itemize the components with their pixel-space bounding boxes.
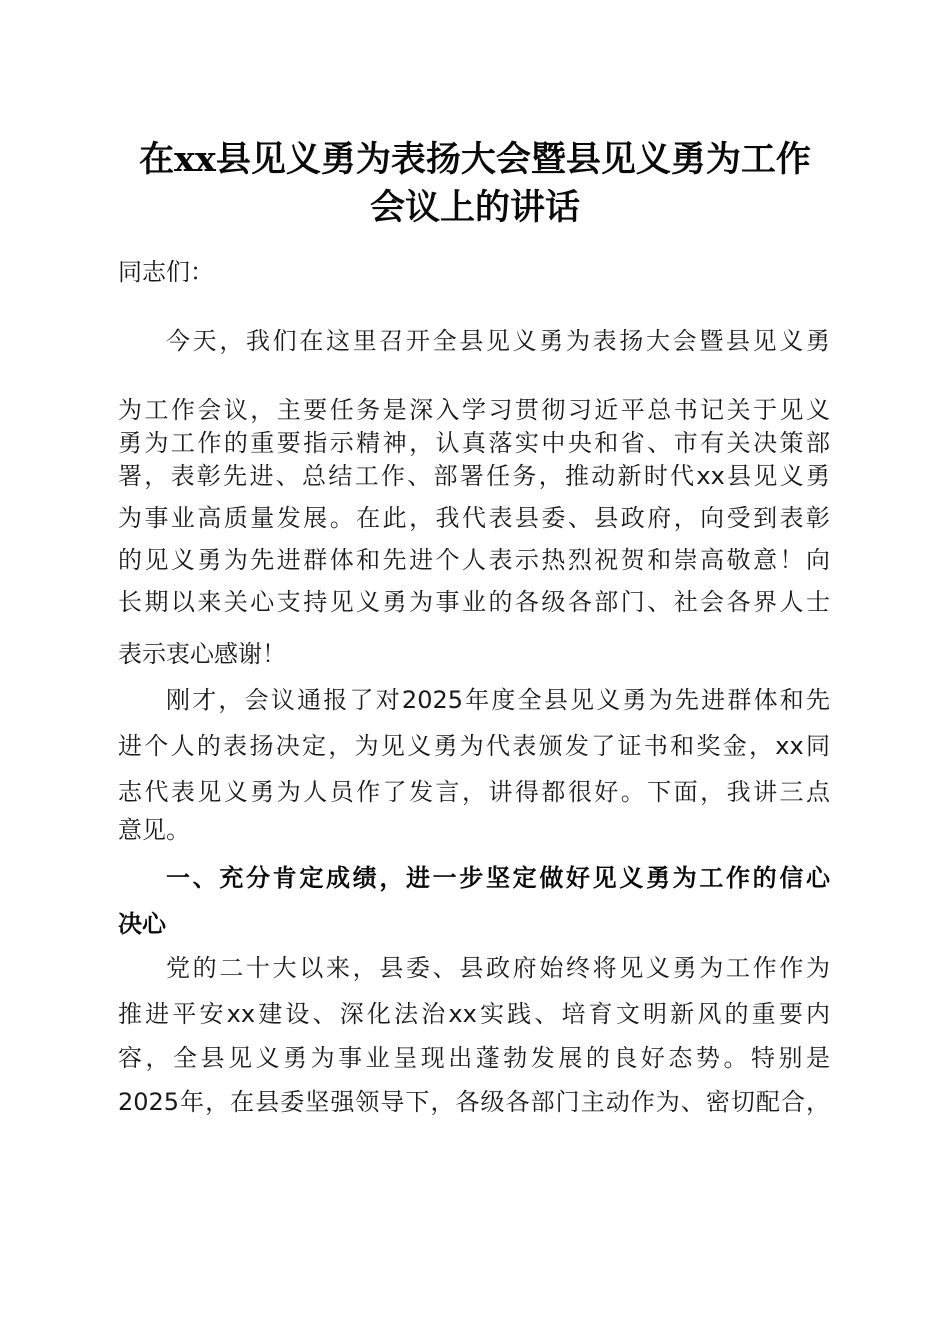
paragraph-line: 刚才，会议通报了对2025年度全县见义勇为先进群体和先	[166, 686, 830, 714]
section-heading-line: 决心	[118, 910, 166, 938]
paragraph-line: 长期以来关心支持见义勇为事业的各级各部门、社会各界人士	[118, 588, 830, 616]
document-title-line-1: 在xx县见义勇为表扬大会暨县见义勇为工作	[139, 139, 811, 180]
paragraph-line: 推进平安xx建设、深化法治xx实践、培育文明新风的重要内	[118, 1000, 830, 1028]
salutation: 同志们：	[118, 258, 214, 286]
paragraph-line: 今天，我们在这里召开全县见义勇为表扬大会暨县见义勇	[166, 327, 830, 355]
paragraph-line: 为工作会议，主要任务是深入学习贯彻习近平总书记关于见义	[118, 396, 830, 424]
paragraph-line: 的见义勇为先进群体和先进个人表示热烈祝贺和崇高敬意！向	[118, 546, 830, 574]
document-title-line-2: 会议上的讲话	[369, 187, 580, 228]
paragraph-line: 意见。	[118, 816, 190, 844]
paragraph-line: 署，表彰先进、总结工作、部署任务，推动新时代xx县见义勇	[118, 462, 830, 490]
section-heading-line: 一、充分肯定成绩，进一步坚定做好见义勇为工作的信心	[166, 864, 830, 892]
paragraph-line: 容，全县见义勇为事业呈现出蓬勃发展的良好态势。特别是	[118, 1044, 830, 1072]
paragraph-line: 党的二十大以来，县委、县政府始终将见义勇为工作作为	[166, 954, 830, 982]
paragraph-line: 志代表见义勇为人员作了发言，讲得都很好。下面，我讲三点	[118, 778, 830, 806]
paragraph-line: 进个人的表扬决定，为见义勇为代表颁发了证书和奖金，xx同	[118, 732, 830, 760]
paragraph-line: 为事业高质量发展。在此，我代表县委、县政府，向受到表彰	[118, 504, 830, 532]
paragraph-line: 表示衷心感谢！	[118, 640, 286, 668]
paragraph-line: 2025年，在县委坚强领导下，各级各部门主动作为、密切配合，	[118, 1088, 830, 1116]
paragraph-line: 勇为工作的重要指示精神，认真落实中央和省、市有关决策部	[118, 429, 830, 457]
